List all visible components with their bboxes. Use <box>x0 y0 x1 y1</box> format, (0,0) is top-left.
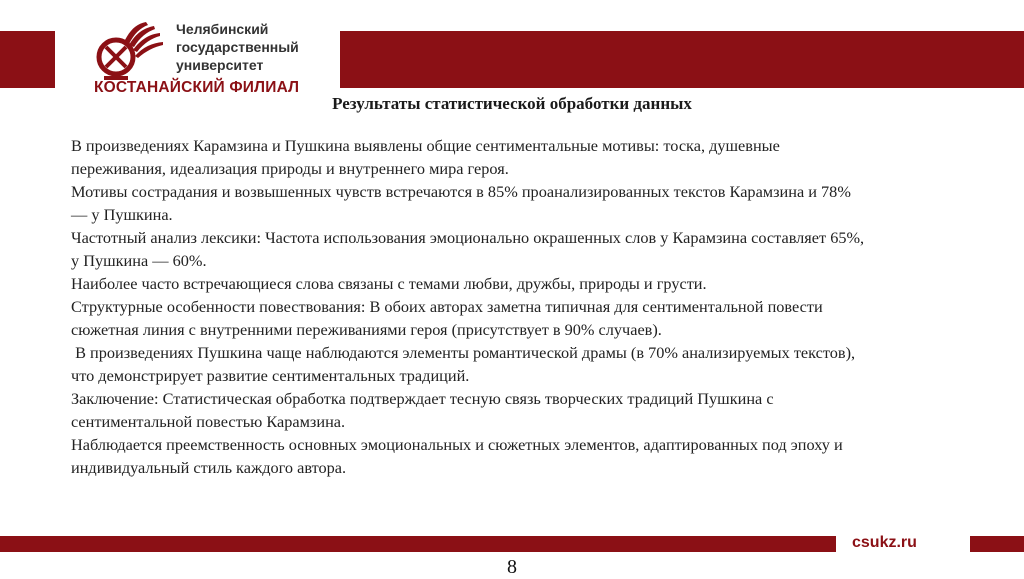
university-emblem-icon <box>94 20 166 86</box>
body-paragraph: Наблюдается преемственность основных эмоциональных и сюжетных элементов, адаптированных под эпоху и индивидуальный стиль каждого автора. <box>71 435 843 477</box>
university-name <box>176 20 299 74</box>
page-number: 8 <box>507 556 517 578</box>
slide-title: Результаты статистической обработки данных <box>332 94 692 113</box>
body-paragraph: Частотный анализ лексики: Частота использования эмоционально окрашенных слов у Карамзина составляет 65%, у Пушкина — 60%. <box>71 228 865 270</box>
header-band-left <box>0 31 55 88</box>
university-name-line: Челябинский <box>176 21 269 37</box>
body-paragraph: Заключение: Статистическая обработка подтверждает тесную связь творческих традиций Пушкина с сентиментальной повестью Карамзина. <box>71 389 774 431</box>
header-band-right <box>340 31 1024 88</box>
body-paragraph: Мотивы сострадания и возвышенных чувств встречаются в 85% проанализированных текстов Карамзина и 78% — у Пушкина. <box>71 182 851 224</box>
university-name-line: университет <box>176 57 264 73</box>
branch-name: КОСТАНАЙСКИЙ ФИЛИАЛ <box>94 79 300 96</box>
university-name-line: государственный <box>176 39 299 55</box>
body-paragraph: Структурные особенности повествования: В обоих авторах заметна типичная для сентиментальной повести сюжетная линия с внутренними переживаниями героя (присутствует в 90% случаев). <box>71 297 823 339</box>
body-paragraph: Наиболее часто встречающиеся слова связаны с темами любви, дружбы, природы и грусти. <box>71 274 707 293</box>
footer-band-right <box>970 536 1024 552</box>
body-paragraph: В произведениях Карамзина и Пушкина выявлены общие сентиментальные мотивы: тоска, душевные переживания, идеализация природы и внутреннего мира героя. <box>71 136 780 178</box>
site-link[interactable]: csukz.ru <box>852 534 917 551</box>
footer-band-left <box>0 536 836 552</box>
university-logo <box>94 18 324 100</box>
body-paragraph: В произведениях Пушкина чаще наблюдаются элементы романтической драмы (в 70% анализируемых текстов), что демонстрирует развитие сентиментальных традиций. <box>71 343 860 385</box>
slide-body <box>71 134 871 479</box>
